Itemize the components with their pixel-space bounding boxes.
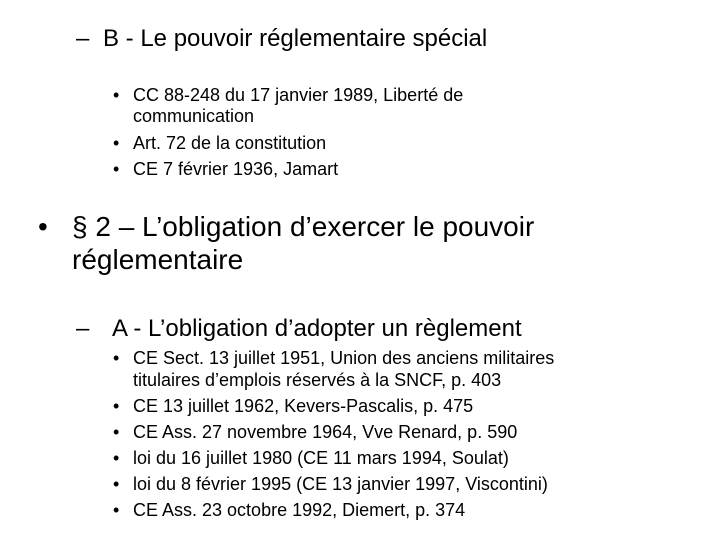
section-b-item-1-cont: communication (133, 106, 255, 126)
section-b-bullet-2: • (113, 133, 120, 153)
section-a-bullet-1: • (113, 348, 120, 368)
section-2-heading-line2: réglementaire (72, 244, 244, 275)
section-a-item-4: loi du 16 juillet 1980 (CE 11 mars 1994, Soulat) (133, 448, 509, 468)
section-b-item-3: CE 7 février 1936, Jamart (133, 159, 339, 179)
section-a-item-3: CE Ass. 27 novembre 1964, Vve Renard, p. 590 (133, 422, 518, 442)
section-a-item-5: loi du 8 février 1995 (CE 13 janvier 1997, Viscontini) (133, 474, 548, 494)
section-a-item-6: CE Ass. 23 octobre 1992, Diemert, p. 374 (133, 500, 466, 520)
section-a-item-1: CE Sect. 13 juillet 1951, Union des anciens militaires (133, 348, 555, 368)
section-a-bullet-4: • (113, 448, 120, 468)
section-b-item-2: Art. 72 de la constitution (133, 133, 327, 153)
section-b-dash: – (76, 25, 90, 52)
section-2-heading-line1: § 2 – L’obligation d’exercer le pouvoir (72, 211, 535, 242)
section-a-item-2: CE 13 juillet 1962, Kevers-Pascalis, p. 475 (133, 396, 474, 416)
section-a-item-1-cont: titulaires d’emplois réservés à la SNCF, p. 403 (133, 370, 502, 390)
section-b-heading: B - Le pouvoir réglementaire spécial (103, 25, 488, 52)
section-b-bullet-1: • (113, 85, 120, 105)
section-b-item-1: CC 88-248 du 17 janvier 1989, Liberté de (133, 85, 464, 105)
section-a-dash: – (76, 315, 90, 342)
section-a-bullet-3: • (113, 422, 120, 442)
section-a-heading: A - L’obligation d’adopter un règlement (112, 315, 522, 342)
section-b-bullet-3: • (113, 159, 120, 179)
section-a-bullet-6: • (113, 500, 120, 520)
section-a-bullet-2: • (113, 396, 120, 416)
section-2-bullet: • (38, 211, 48, 242)
section-a-bullet-5: • (113, 474, 120, 494)
